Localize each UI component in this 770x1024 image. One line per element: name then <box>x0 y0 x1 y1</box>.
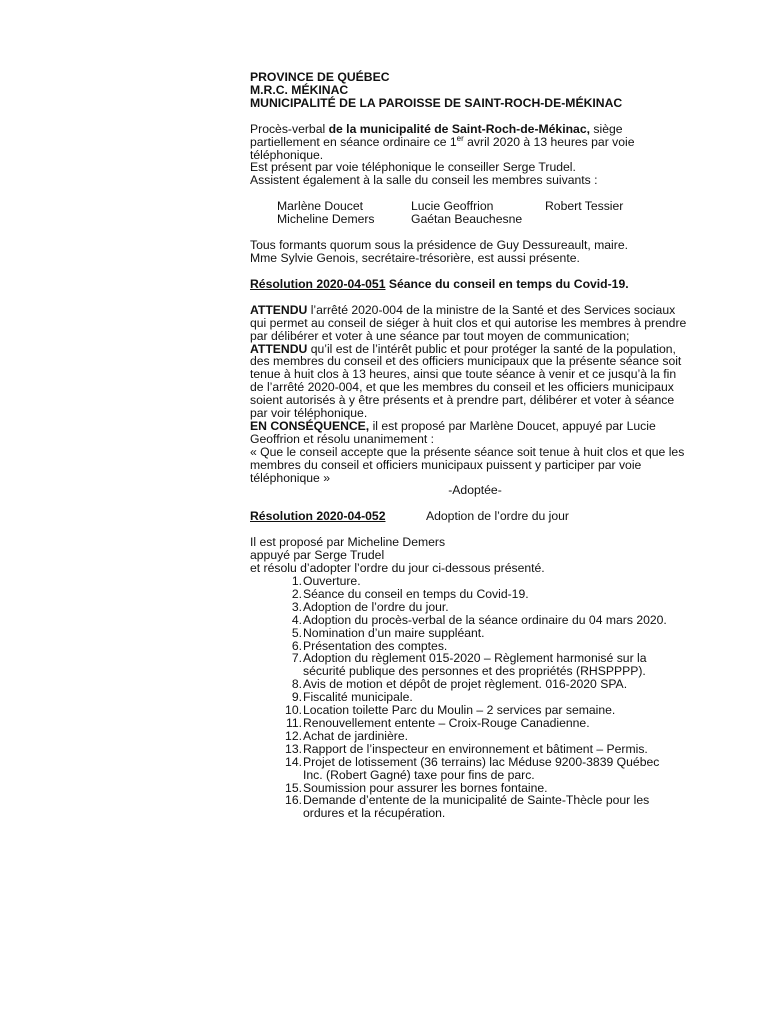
seconded-by-line: appuyé par Serge Trudel <box>250 548 385 563</box>
agenda-number: 6. <box>291 638 302 653</box>
agenda-item <box>250 756 690 782</box>
agenda-item <box>250 743 690 756</box>
agenda-number: 2. <box>291 586 302 601</box>
member-name: Gaétan Beauchesne <box>411 212 523 227</box>
agenda-item <box>250 627 690 640</box>
agenda-number: 10. <box>285 703 302 718</box>
intro-session-a: siège partiellement en séance ordinaire ce 1 <box>250 121 623 149</box>
intro-session-b: avril 2020 à 13 heures par voie téléphonique. <box>250 134 635 162</box>
agenda-number: 13. <box>285 741 302 756</box>
proposed-by-line: Il est proposé par Micheline Demers <box>250 535 446 550</box>
attendu-2 <box>250 343 690 420</box>
agenda-text: Renouvellement entente – Croix-Rouge Canadienne. <box>303 715 590 730</box>
intro-prefix: Procès-verbal <box>250 121 329 136</box>
consequence-keyword: EN CONSÉQUENCE, <box>250 418 370 433</box>
agenda-text: Séance du conseil en temps du Covid-19. <box>303 586 529 601</box>
agenda-text: Adoption du règlement 015-2020 – Règlement harmonisé sur la sécurité publique des personnes et des propriétés (RHSPPPP). <box>303 651 647 679</box>
agenda-text: Présentation des comptes. <box>303 638 448 653</box>
member-name: Micheline Demers <box>277 212 375 227</box>
agenda-item <box>250 794 690 820</box>
resolution-051-heading <box>250 278 690 291</box>
agenda-item <box>250 652 690 678</box>
agenda-number: 16. <box>285 793 302 808</box>
intro-municipality: de la municipalité de Saint-Roch-de-Mékinac, <box>328 121 590 136</box>
header-municipality: MUNICIPALITÉ DE LA PAROISSE DE SAINT-ROCH-DE-MÉKINAC <box>250 95 623 110</box>
agenda-number: 15. <box>285 780 302 795</box>
minutes-document <box>250 71 690 820</box>
agenda-number: 1. <box>291 574 302 588</box>
agenda-text: Rapport de l’inspecteur en environnement et bâtiment – Permis. <box>303 741 648 756</box>
agenda-item <box>250 588 690 601</box>
members-row <box>277 213 690 226</box>
agenda-text: Projet de lotissement (36 terrains) lac Méduse 9200-3839 Québec Inc. (Robert Gagné) taxe pour fins de parc. <box>303 754 660 782</box>
agenda-text: Demande d’entente de la municipalité de Sainte-Thècle pour les ordures et la récupération. <box>303 793 650 821</box>
resolution-052-title: Adoption de l’ordre du jour <box>426 509 569 524</box>
agenda-text: Location toilette Parc du Moulin – 2 services par semaine. <box>303 703 616 718</box>
member-name: Robert Tessier <box>545 199 624 214</box>
agenda-text: Avis de motion et dépôt de projet règlement. 016-2020 SPA. <box>303 677 628 692</box>
agenda-text: Soumission pour assurer les bornes fontaine. <box>303 780 548 795</box>
resolution-051-title: Séance du conseil en temps du Covid-19. <box>385 276 629 291</box>
agenda-number: 4. <box>291 612 302 627</box>
resolution-quote: « Que le conseil accepte que la présente séance soit tenue à huit clos et que les membres du conseil et officiers municipaux puissent y participer par voie téléphonique » <box>250 444 685 485</box>
agenda-number: 11. <box>285 715 302 730</box>
agenda-number: 7. <box>291 651 302 666</box>
agenda-list <box>250 575 690 820</box>
resolution-052-number: Résolution 2020-04-052 <box>250 509 386 524</box>
header-province: PROVINCE DE QUÉBEC <box>250 70 390 84</box>
agenda-text: Achat de jardinière. <box>303 728 409 743</box>
member-name: Lucie Geoffrion <box>411 199 494 214</box>
resolved-line: et résolu d’adopter l’ordre du jour ci-dessous présenté. <box>250 561 545 576</box>
phone-present-line: Est présent par voie téléphonique le conseiller Serge Trudel. <box>250 160 576 175</box>
agenda-item <box>250 717 690 730</box>
resolution-051-number: Résolution 2020-04-051 <box>250 276 386 291</box>
agenda-item <box>250 614 690 627</box>
intro-sup: er <box>456 133 464 143</box>
adopted-label: -Adoptée- <box>448 483 502 498</box>
agenda-item <box>250 601 690 614</box>
agenda-number: 12. <box>285 728 302 743</box>
agenda-text: Fiscalité municipale. <box>303 690 413 705</box>
secretary-line: Mme Sylvie Genois, secrétaire-trésorière, est aussi présente. <box>250 250 580 265</box>
attendu-text: l’arrêté 2020-004 de la ministre de la Santé et des Services sociaux qui permet au conseil de siéger à huit clos et qui autorise les membres à prendre par délibérer et voter à une séance par tout moyen de communication; <box>250 302 687 343</box>
resolution-052-heading <box>250 510 690 523</box>
agenda-number: 5. <box>291 625 302 640</box>
agenda-text: Ouverture. <box>303 574 361 588</box>
also-present-line: Assistent également à la salle du conseil les membres suivants : <box>250 173 598 188</box>
members-list <box>277 200 690 226</box>
agenda-text: Adoption du procès-verbal de la séance ordinaire du 04 mars 2020. <box>303 612 667 627</box>
agenda-number: 8. <box>291 677 302 692</box>
agenda-number: 14. <box>285 754 302 769</box>
intro-paragraph <box>250 123 690 162</box>
attendu-text: qu’il est de l’intérêt public et pour protéger la santé de la population, des membres du conseil et des officiers municipaux que la présente séance soit tenue à huit clos à 13 heures, ainsi que toute séance à venir et ce jusqu’à la fin de l’arrêté 2020-004, et que les membres du conseil et les officiers municipaux soient autorisés à y être présents et à prendre part, délibérer et voter à séance par voir téléphonique. <box>250 341 682 421</box>
quorum-line: Tous formants quorum sous la présidence de Guy Dessureault, maire. <box>250 238 628 253</box>
agenda-text: Nomination d’un maire suppléant. <box>303 625 485 640</box>
agenda-item <box>250 730 690 743</box>
consequence-paragraph <box>250 420 690 446</box>
attendu-1 <box>250 304 690 343</box>
member-name: Marlène Doucet <box>277 199 364 214</box>
agenda-text: Adoption de l’ordre du jour. <box>303 599 449 614</box>
agenda-number: 3. <box>291 599 302 614</box>
consequence-text: il est proposé par Marlène Doucet, appuyé par Lucie Geoffrion et résolu unanimement : <box>250 418 656 446</box>
agenda-number: 9. <box>291 690 302 705</box>
header-mrc: M.R.C. MÉKINAC <box>250 82 349 97</box>
attendu-keyword: ATTENDU <box>250 302 308 317</box>
attendu-keyword: ATTENDU <box>250 341 308 356</box>
agenda-item <box>250 575 690 588</box>
